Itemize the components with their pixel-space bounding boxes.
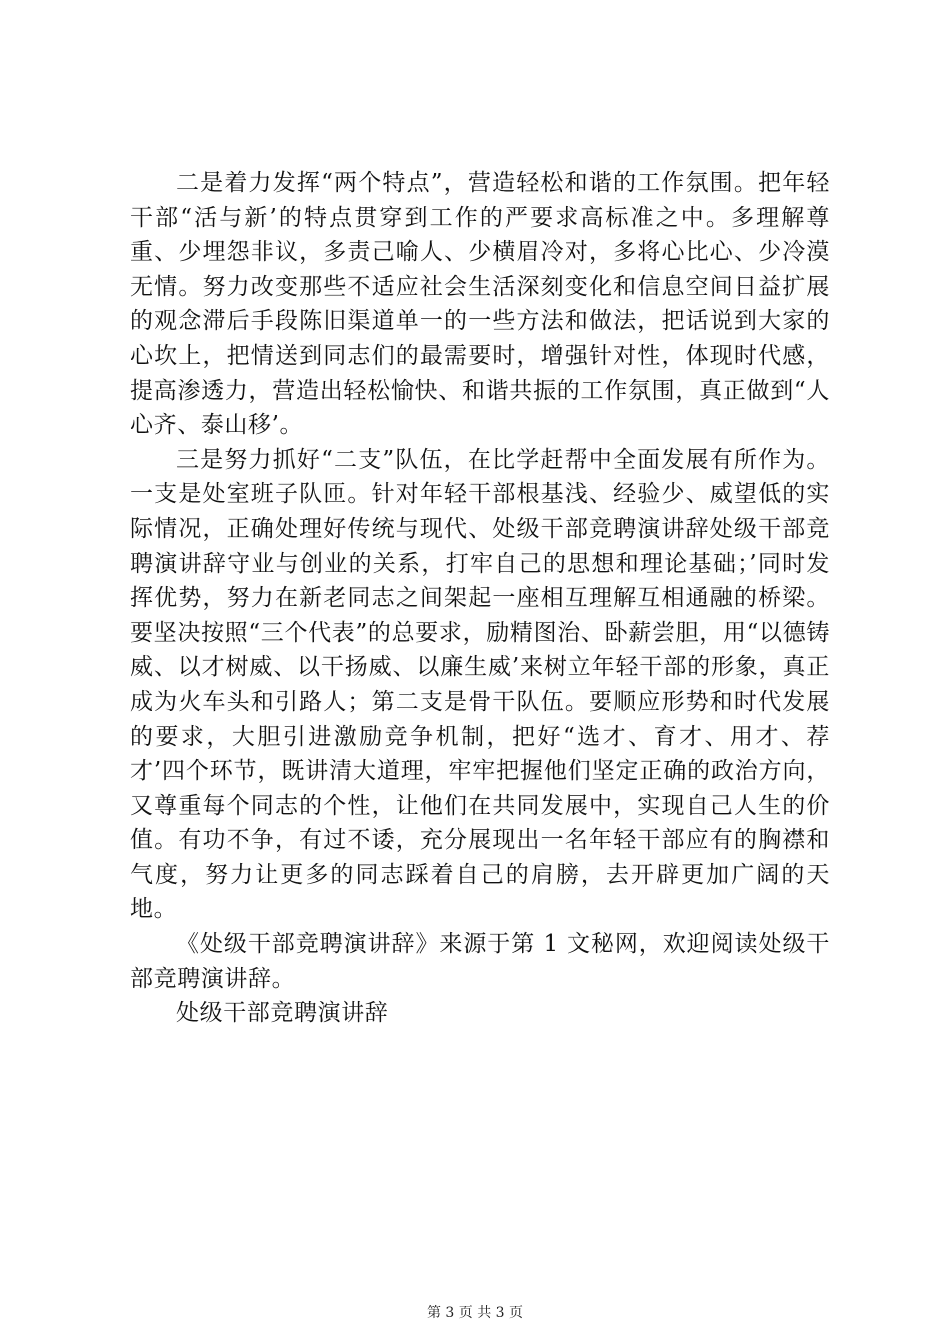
paragraph-two-features: 二是着力发挥“两个特点”，营造轻松和谐的工作氛围。把年轻干部“活与新’的特点贯穿到工作的严要求高标准之中。多理解尊重、少埋怨非议，多责己喻人、少横眉冷对，多将心比心、少冷漠无情。努力改变那些不适应社会生活深刻变化和信息空间日益扩展的观念滞后手段陈旧渠道单一的一些方法和做法，把话说到大家的心坎上，把情送到同志们的最需要时，增强针对性，体现时代感，提高渗透力，营造出轻松愉快、和谐共振的工作氛围，真正做到“人心齐、泰山移’。 <box>130 170 830 439</box>
paragraph-two-teams: 三是努力抓好“二支”队伍，在比学赶帮中全面发展有所作为。一支是处室班子队匝。针对年轻干部根基浅、经验少、威望低的实际情况，正确处理好传统与现代、处级干部竞聘演讲辞处级干部竞聘演讲辞守业与创业的关系，打牢自己的思想和理论基础；’同时发挥优势，努力在新老同志之间架起一座相互理解互相通融的桥梁。要坚决按照“三个代表”的总要求，励精图治、卧薪尝胆，用“以德铸威、以才树威、以干扬威、以廉生威’来树立年轻干部的形象，真正成为火车头和引路人；第二支是骨干队伍。要顺应形势和时代发展的要求，大胆引进激励竞争机制，把好“选才、育才、用才、荐才’四个环节，既讲清大道理，牢牢把握他们坚定正确的政治方向，又尊重每个同志的个性，让他们在共同发展中，实现自己人生的价值。有功不争，有过不诿，充分展现出一名年轻干部应有的胸襟和气度，努力让更多的同志踩着自己的肩膀，去开辟更加广阔的天地。 <box>130 446 830 923</box>
page-number-footer: 第 3 页 共 3 页 <box>426 1305 524 1321</box>
paragraph-source-note: 《处级干部竞聘演讲辞》来源于第 1 文秘网，欢迎阅读处级干部竞聘演讲辞。 <box>130 931 830 992</box>
paragraph-closing-title: 处级干部竞聘演讲辞 <box>176 1000 389 1027</box>
document-body <box>130 166 830 1031</box>
